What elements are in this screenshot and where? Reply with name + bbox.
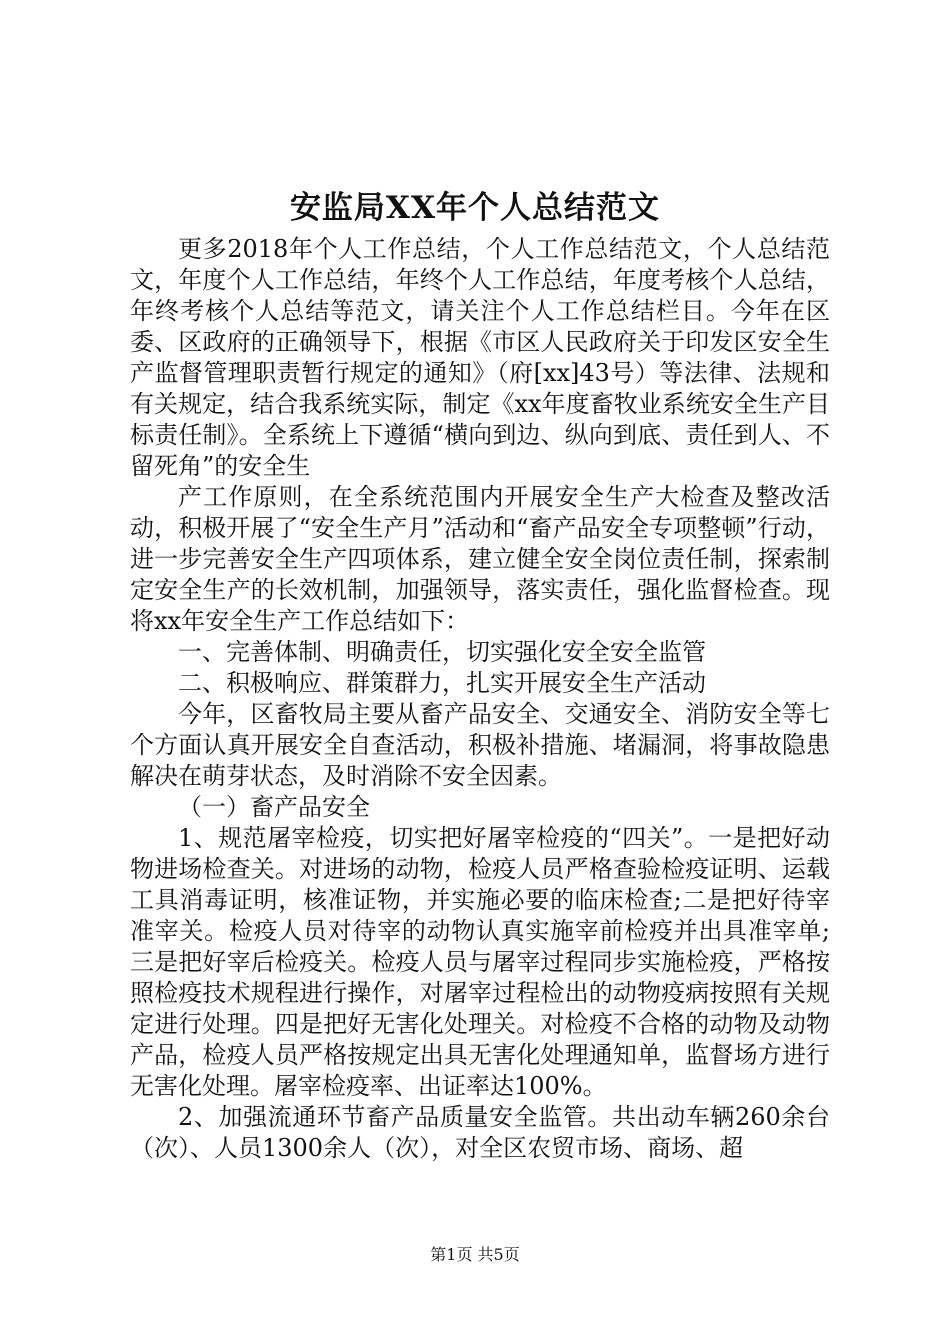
subsection-heading-livestock-safety: （一）畜产品安全	[178, 793, 370, 821]
document-title: 安监局XX年个人总结范文	[289, 190, 661, 226]
paragraph-intro: 更多2018年个人工作总结，个人工作总结范文，个人总结范文，年度个人工作总结，年终个人工作总结，年度考核个人总结，年终考核个人总结等范文，请关注个人工作总结栏目。今年在区委、区政府的正确领导下，根据《市区人民政府关于印发区安全生产监督管理职责暂行规定的通知》（府[xx]43号）等法律、法规和有关规定，结合我系统实际，制定《xx年度畜牧业系统安全生产目标责任制》。全系统上下遵循“横向到边、纵向到底、责任到人、不留死角”的安全生	[130, 235, 830, 480]
paragraph-circulation-supervision: 2、加强流通环节畜产品质量安全监管。共出动车辆260余台（次）、人员1300余人（次），对全区农贸市场、商场、超	[130, 1103, 830, 1162]
page-number-footer: 第1页 共5页	[430, 1245, 520, 1264]
section-heading-1: 一、完善体制、明确责任，切实强化安全安全监管	[178, 638, 706, 666]
paragraph-slaughter-inspection: 1、规范屠宰检疫，切实把好屠宰检疫的“四关”。一是把好动物进场检查关。对进场的动物，检疫人员严格查验检疫证明、运载工具消毒证明，核准证物，并实施必要的临床检查;二是把好待宰准宰关。检疫人员对待宰的动物认真实施宰前检疫并出具准宰单;三是把好宰后检疫关。检疫人员与屠宰过程同步实施检疫，严格按照检疫技术规程进行操作，对屠宰过程检出的动物疫病按照有关规定进行处理。四是把好无害化处理关。对检疫不合格的动物及动物产品，检疫人员严格按规定出具无害化处理通知单，监督场方进行无害化处理。屠宰检疫率、出证率达100%。	[130, 824, 830, 1100]
document-body	[130, 234, 830, 1164]
paragraph-self-check: 今年，区畜牧局主要从畜产品安全、交通安全、消防安全等七个方面认真开展安全自查活动，积极补措施、堵漏洞，将事故隐患解决在萌芽状态，及时消除不安全因素。	[130, 700, 830, 790]
section-heading-2: 二、积极响应、群策群力，扎实开展安全生产活动	[178, 669, 706, 697]
paragraph-principles: 产工作原则，在全系统范围内开展安全生产大检查及整改活动，积极开展了“安全生产月”活动和“畜产品安全专项整顿”行动，进一步完善安全生产四项体系，建立健全安全岗位责任制，探索制定安全生产的长效机制，加强领导，落实责任，强化监督检查。现将xx年安全生产工作总结如下：	[130, 483, 830, 635]
